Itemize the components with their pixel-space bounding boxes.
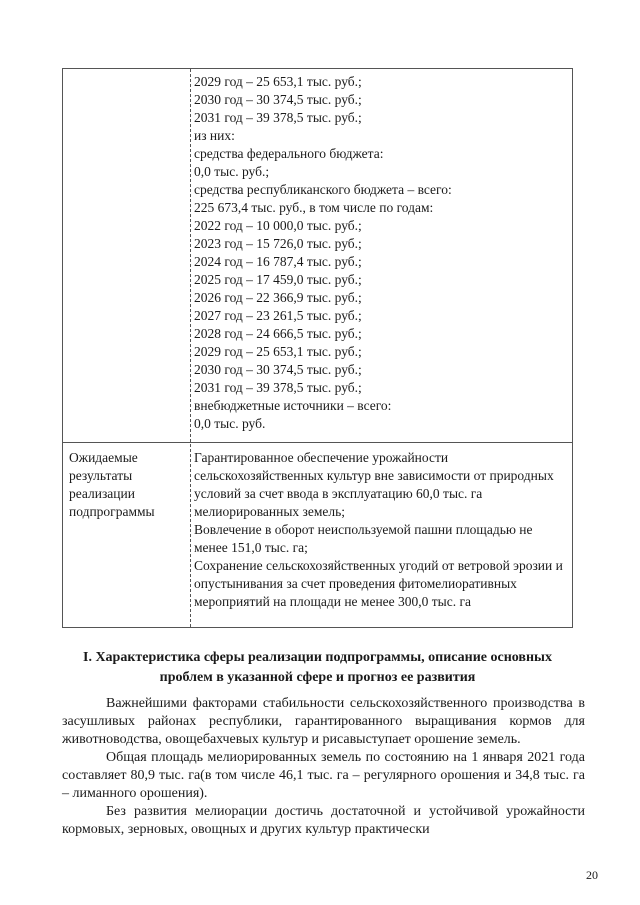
- funding-line: средства республиканского бюджета – всего:: [194, 182, 452, 197]
- results-label: Ожидаемые результаты реализации подпрограммы: [69, 450, 155, 519]
- funding-line: 2029 год – 25 653,1 тыс. руб.;: [194, 74, 362, 89]
- funding-line: 2029 год – 25 653,1 тыс. руб.;: [194, 344, 362, 359]
- funding-line: внебюджетные источники – всего:: [194, 398, 392, 413]
- funding-line: из них:: [194, 128, 235, 143]
- funding-line: 2024 год – 16 787,4 тыс. руб.;: [194, 254, 362, 269]
- passport-table: [62, 68, 573, 628]
- funding-line: средства федерального бюджета:: [194, 146, 384, 161]
- funding-line: 2030 год – 30 374,5 тыс. руб.;: [194, 362, 362, 377]
- funding-cell: [194, 73, 566, 433]
- paragraph: Важнейшими факторами стабильности сельскохозяйственного производства в засушливых районах республики, гарантированного выращивания кормов для животноводства, овощебахчевых культур и рисавыступает орошение земель.: [62, 696, 585, 747]
- funding-line: 2030 год – 30 374,5 тыс. руб.;: [194, 92, 362, 107]
- page-number: 20: [586, 868, 598, 882]
- funding-line: 225 673,4 тыс. руб., в том числе по годам:: [194, 200, 434, 215]
- funding-line: 0,0 тыс. руб.: [194, 416, 266, 431]
- result-item: Вовлечение в оборот неиспользуемой пашни площадью не менее 151,0 тыс. га;: [194, 522, 533, 555]
- results-cell: [194, 449, 569, 611]
- funding-line: 2025 год – 17 459,0 тыс. руб.;: [194, 272, 362, 287]
- result-item: Сохранение сельскохозяйственных угодий от ветровой эрозии и опустынивания за счет проведения фитомелиоративных мероприятий на площади не менее 300,0 тыс. га: [194, 558, 563, 609]
- funding-line: 2028 год – 24 666,5 тыс. руб.;: [194, 326, 362, 341]
- funding-line: 2026 год – 22 366,9 тыс. руб.;: [194, 290, 362, 305]
- funding-line: 2027 год – 23 261,5 тыс. руб.;: [194, 308, 362, 323]
- body-text: [62, 695, 585, 839]
- funding-line: 2031 год – 39 378,5 тыс. руб.;: [194, 380, 362, 395]
- funding-line: 0,0 тыс. руб.;: [194, 164, 270, 179]
- column-divider: [190, 69, 191, 627]
- funding-line: 2023 год – 15 726,0 тыс. руб.;: [194, 236, 362, 251]
- funding-line: 2022 год – 10 000,0 тыс. руб.;: [194, 218, 362, 233]
- paragraph: Без развития мелиорации достичь достаточной и устойчивой урожайности кормовых, зерновых, овощных и других культур практически: [62, 804, 585, 837]
- funding-line: 2031 год – 39 378,5 тыс. руб.;: [194, 110, 362, 125]
- section-heading: I. Характеристика сферы реализации подпрограммы, описание основных проблем в указанной сфере и прогноз ее развития: [83, 650, 552, 685]
- result-item: Гарантированное обеспечение урожайности сельскохозяйственных культур вне зависимости от природных условий за счет ввода в эксплуатацию 60,0 тыс. га мелиорированных земель;: [194, 450, 554, 519]
- row-divider: [63, 442, 572, 443]
- paragraph: Общая площадь мелиорированных земель по состоянию на 1 января 2021 года составляет 80,9 тыс. га(в том числе 46,1 тыс. га – регулярного орошения и 34,8 тыс. га – лиманного орошения).: [62, 750, 585, 801]
